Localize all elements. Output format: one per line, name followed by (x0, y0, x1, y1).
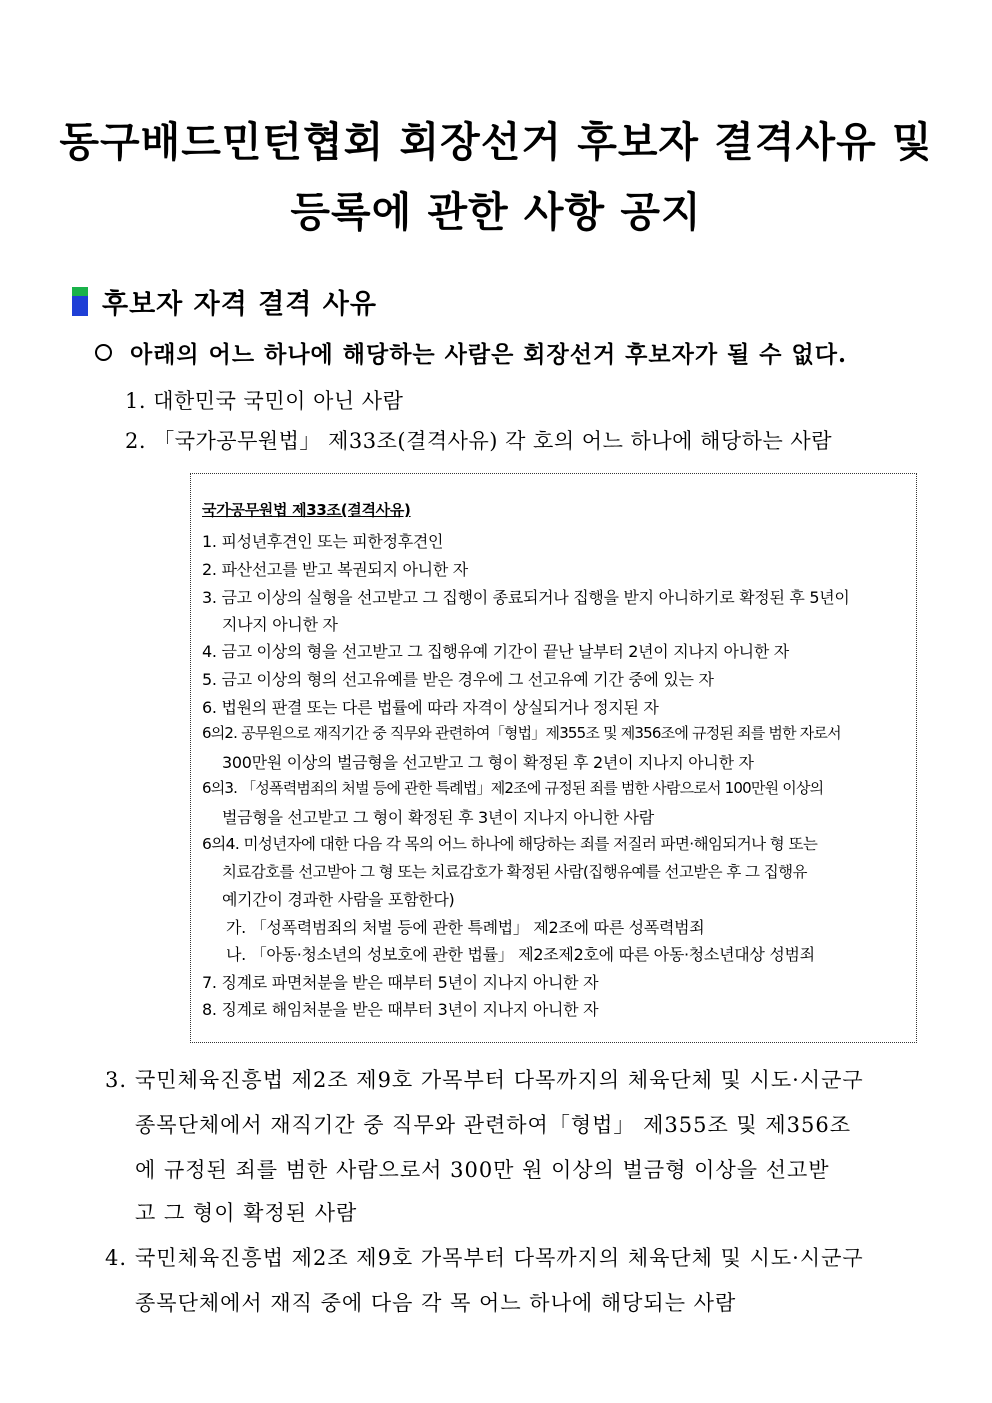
list-item-4 (105, 1242, 864, 1272)
page-title-line-2: 등록에 관한 사항 공지 (290, 188, 702, 236)
circle-bullet-icon (95, 344, 112, 361)
list-item-3 (105, 1064, 864, 1094)
law-line: 치료감호를 선고받아 그 형 또는 치료감호가 확정된 사람(집행유예를 선고받은 후 그 집행유 (222, 863, 807, 881)
intro-text: 아래의 어느 하나에 해당하는 사람은 회장선거 후보자가 될 수 없다. (130, 341, 847, 368)
law-line: 예기간이 경과한 사람을 포함한다) (222, 890, 455, 909)
law-line: 6의2. 공무원으로 재직기간 중 직무와 관련하여「형법」제355조 및 제356조에 규정된 죄를 범한 자로서 (202, 724, 841, 742)
law-line: 6의4. 미성년자에 대한 다음 각 목의 어느 하나에 해당하는 죄를 저질러 파면·해임되거나 형 또는 (202, 835, 818, 853)
law-excerpt-box (190, 473, 917, 1043)
law-line: 3. 금고 이상의 실형을 선고받고 그 집행이 종료되거나 집행을 받지 아니하기로 확정된 후 5년이 (202, 588, 850, 607)
law-line: 7. 징계로 파면처분을 받은 때부터 5년이 지나지 아니한 자 (202, 973, 599, 992)
section-marker-icon (72, 287, 88, 316)
law-line: 1. 피성년후견인 또는 피한정후견인 (202, 532, 444, 551)
list-item-3-continuation: 고 그 형이 확정된 사람 (135, 1201, 358, 1225)
law-line: 가. 「성폭력범죄의 처벌 등에 관한 특례법」 제2조에 따른 성폭력범죄 (226, 918, 705, 937)
law-line: 벌금형을 선고받고 그 형이 확정된 후 3년이 지나지 아니한 사람 (222, 808, 654, 827)
page-title-line-1: 동구배드민턴협회 회장선거 후보자 결격사유 및 (59, 118, 933, 166)
law-line: 8. 징계로 해임처분을 받은 때부터 3년이 지나지 아니한 자 (202, 1000, 599, 1019)
section-heading (72, 284, 377, 318)
section-heading-text: 후보자 자격 결격 사유 (102, 288, 377, 320)
law-line: 5. 금고 이상의 형의 선고유예를 받은 경우에 그 선고유예 기간 중에 있는 자 (202, 670, 714, 689)
law-line: 나. 「아동·청소년의 성보호에 관한 법률」 제2조제2호에 따른 아동·청소년대상 성범죄 (226, 945, 815, 964)
list-item-3-text: 국민체육진흥법 제2조 제9호 가목부터 다목까지의 체육단체 및 시도·시군구 (135, 1068, 864, 1092)
list-item-3-continuation: 종목단체에서 재직기간 중 직무와 관련하여「형법」 제355조 및 제356조 (135, 1113, 852, 1137)
law-box-title: 국가공무원법 제33조(결격사유) (202, 501, 411, 519)
law-line: 6의3. 「성폭력범죄의 처벌 등에 관한 특례법」제2조에 규정된 죄를 범한 사람으로서 100만원 이상의 (202, 779, 824, 797)
law-line: 4. 금고 이상의 형을 선고받고 그 집행유예 기간이 끝난 날부터 2년이 지나지 아니한 자 (202, 642, 789, 661)
law-line: 지나지 아니한 자 (222, 615, 338, 634)
law-line: 300만원 이상의 벌금형을 선고받고 그 형이 확정된 후 2년이 지나지 아니한 자 (222, 753, 754, 772)
law-line: 2. 파산선고를 받고 복권되지 아니한 자 (202, 560, 468, 579)
list-item-3-number: 3. (105, 1068, 128, 1092)
list-item-2: 2. 「국가공무원법」 제33조(결격사유) 각 호의 어느 하나에 해당하는 사람 (125, 429, 832, 453)
law-line: 6. 법원의 판결 또는 다른 법률에 따라 자격이 상실되거나 정지된 자 (202, 698, 659, 717)
list-item-3-continuation: 에 규정된 죄를 범한 사람으로서 300만 원 이상의 벌금형 이상을 선고받 (135, 1158, 830, 1182)
list-item-4-continuation: 종목단체에서 재직 중에 다음 각 목 어느 하나에 해당되는 사람 (135, 1291, 737, 1315)
list-item-1: 1. 대한민국 국민이 아닌 사람 (125, 389, 404, 413)
list-item-4-text: 국민체육진흥법 제2조 제9호 가목부터 다목까지의 체육단체 및 시도·시군구 (135, 1246, 864, 1270)
list-item-4-number: 4. (105, 1246, 128, 1270)
intro-statement (95, 336, 847, 369)
